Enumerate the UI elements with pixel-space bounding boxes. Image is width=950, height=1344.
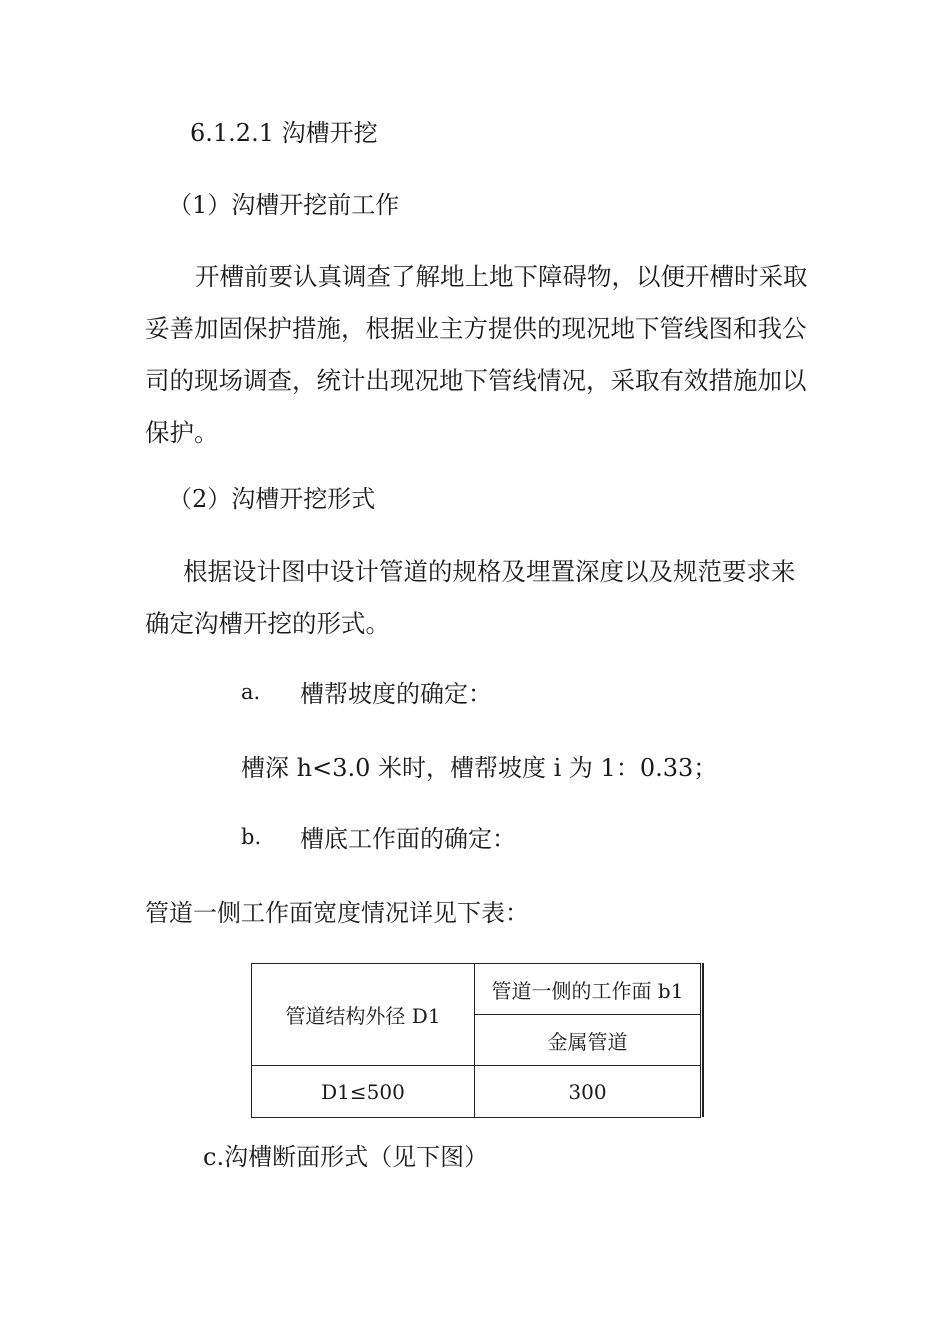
table-double-border <box>702 963 704 1117</box>
item-1-body <box>145 251 815 459</box>
sub-b-text: 槽底工作面的确定： <box>300 825 516 853</box>
sub-b-marker: b. <box>241 825 262 849</box>
sub-a-text: 槽帮坡度的确定： <box>300 680 492 708</box>
slope-rule: 槽深 h<3.0 米时，槽帮坡度 i 为 1：0.33； <box>241 754 718 782</box>
item-1-body-text: 开槽前要认真调查了解地上地下障碍物，以便开槽时采取妥善加固保护措施，根据业主方提供的现况地下管线图和我公司的现场调查，统计出现况地下管线情况，采取有效措施加以保护。 <box>145 262 808 447</box>
table-cell-b1: 300 <box>475 1066 701 1118</box>
item-1-title: （1）沟槽开挖前工作 <box>168 191 400 219</box>
work-face-table <box>251 963 701 1118</box>
item-2-body-text: 根据设计图中设计管道的规格及埋置深度以及规范要求来确定沟槽开挖的形式。 <box>145 557 796 638</box>
table-row <box>252 1066 701 1118</box>
section-heading: 6.1.2.1 沟槽开挖 <box>190 119 378 147</box>
table-intro: 管道一侧工作面宽度情况详见下表： <box>145 899 529 927</box>
sub-a-marker: a. <box>241 680 261 704</box>
table-cell-d1: D1≤500 <box>252 1066 475 1118</box>
item-2-body <box>145 546 815 650</box>
sub-c-text: c.沟槽断面形式（见下图） <box>203 1143 489 1171</box>
table-subheader-metal-pipe: 金属管道 <box>475 1015 701 1066</box>
table-header-outer-diameter: 管道结构外径 D1 <box>252 964 475 1066</box>
item-2-title: （2）沟槽开挖形式 <box>168 485 376 513</box>
table-header-work-face: 管道一侧的工作面 b1 <box>475 964 701 1015</box>
